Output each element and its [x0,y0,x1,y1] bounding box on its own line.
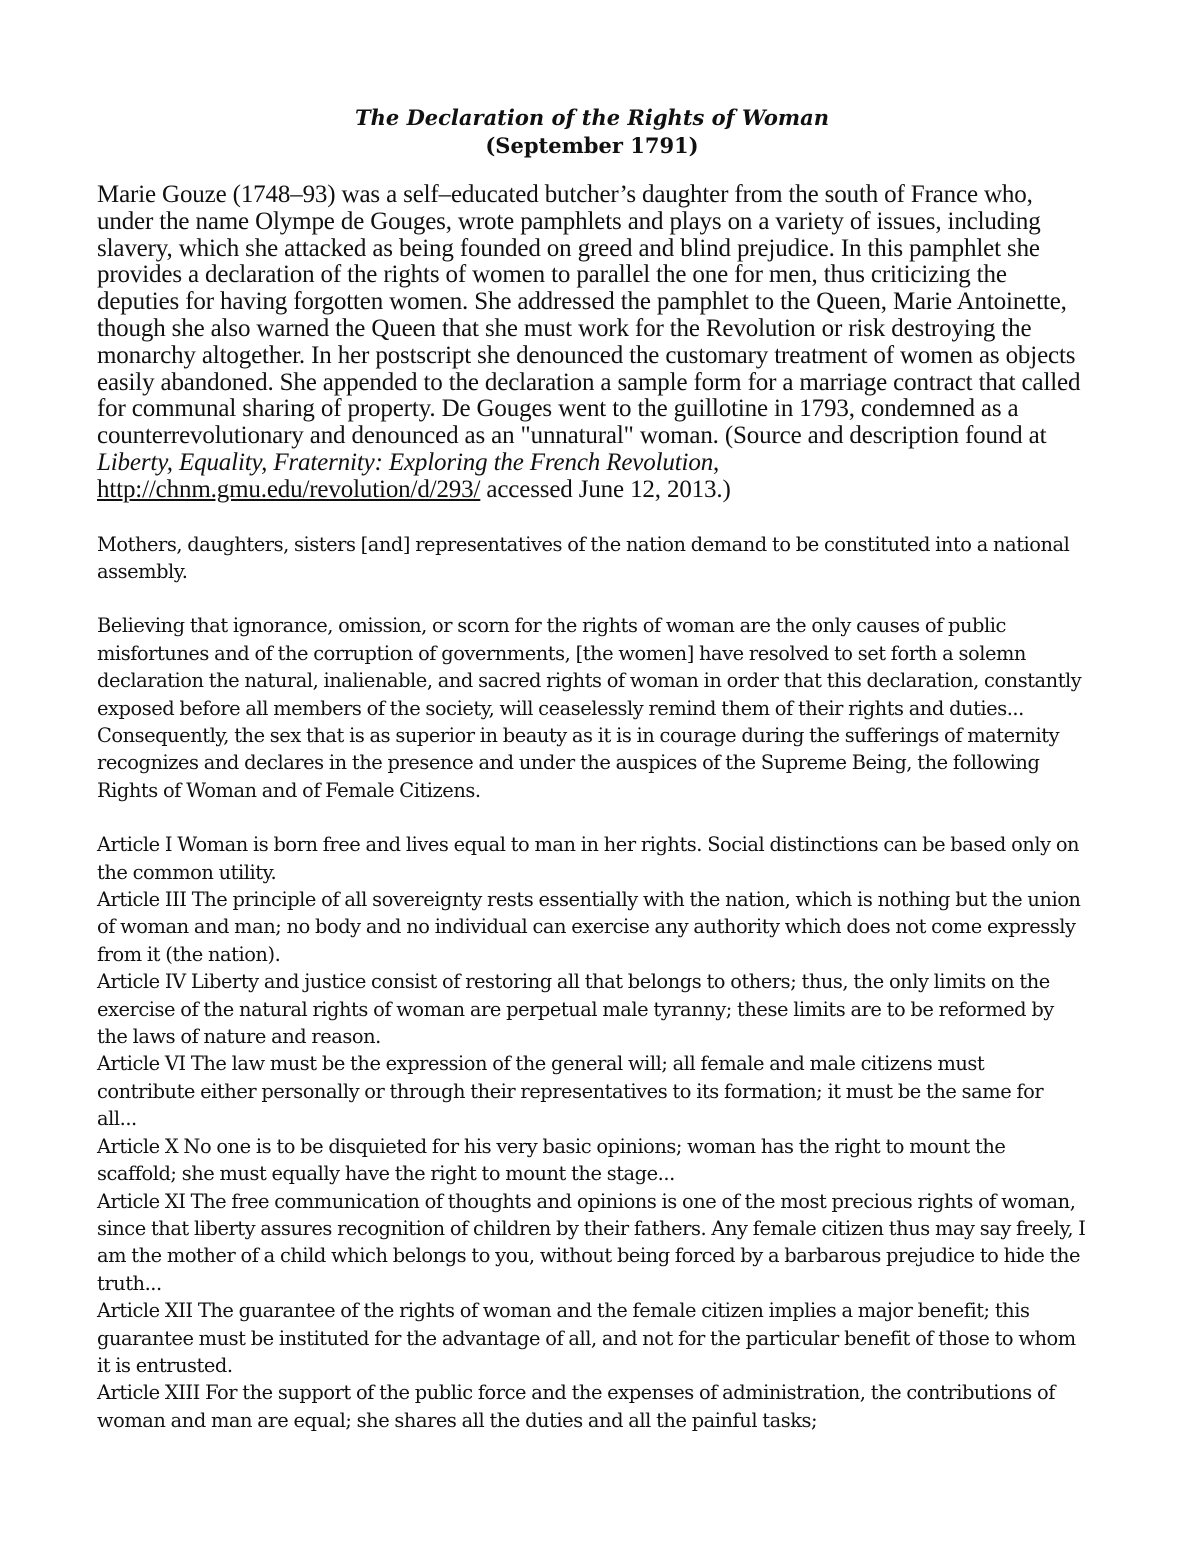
article-i: Article I Woman is born free and lives equal to man in her rights. Social distinctions can be based only on the common utility. [97,833,1080,884]
article-xiii: Article XIII For the support of the public force and the expenses of administration, the contributions of woman and man are equal; she shares all the duties and all the painful tasks; [97,1381,1055,1432]
intro-access-note: accessed June 12, 2013.) [480,475,731,503]
article-iv: Article IV Liberty and justice consist of restoring all that belongs to others; thus, the only limits on the exercise of the natural rights of woman are perpetual male tyranny; these limits are to be reformed by the laws of nature and reason. [97,970,1054,1049]
article-xi: Article XI The free communication of thoughts and opinions is one of the most precious rights of woman, since that liberty assures recognition of children by their fathers. Any female citizen thus may say freely, I am the mother of a child which belongs to you, without being forced by a barbarous prejudice to hide the truth... [97,1189,1086,1295]
source-link[interactable]: http://chnm.gmu.edu/revolution/d/293/ [97,475,481,503]
article-iii: Article III The principle of all sovereignty rests essentially with the nation, which is nothing but the union of woman and man; no body and no individual can exercise any authority which does not come expressly from it (the nation). [97,888,1081,966]
intro-comma: , [713,448,720,476]
demand-paragraph: Mothers, daughters, sisters [and] representatives of the nation demand to be constituted into a national assembly. [97,532,1070,583]
source-title: Liberty, Equality, Fraternity: Exploring the French Revolution [97,448,714,476]
intro-text: Marie Gouze (1748–93) was a self–educated butcher’s daughter from the south of France who, under the name Olympe de Gouges, wrote pamphlets and plays on a variety of issues, including slavery, which she attacked as being founded on greed and blind prejudice. In this pamphlet she provides a declaration of the rights of women to parallel the one for men, thus criticizing the deputies for having forgotten women. She addressed the pamphlet to the Queen, Marie Antoinette, though she also warned the Queen that she must work for the Revolution or risk destroying the monarchy altogether. In her postscript she denounced the customary treatment of women as objects easily abandoned. She appended to the declaration a sample form for a marriage contract that called for communal sharing of property. De Gouges went to the guillotine in 1793, condemned as a counterrevolutionary and denounced as an "unnatural" woman. (Source and description found at [97,181,1081,450]
document-title: The Declaration of the Rights of Woman [355,105,829,130]
title-block [97,104,1087,160]
preamble-paragraph: Believing that ignorance, omission, or scorn for the rights of woman are the only causes of public misfortunes and of the corruption of governments, [the women] have resolved to set forth a solemn declaration the natural, inalienable, and sacred rights of woman in order that this declaration, constantly exposed before all members of the society, will ceaselessly remind them of their rights and duties... Consequently, the sex that is as superior in beauty as it is in courage during the sufferings of maternity recognizes and declares in the presence and under the auspices of the Supreme Being, the following Rights of Woman and of Female Citizens. [97,614,1082,802]
intro-paragraph [97,182,1087,504]
article-vi: Article VI The law must be the expression of the general will; all female and male citizens must contribute either personally or through their representatives to its formation; it must be the same for all... [97,1052,1044,1131]
article-x: Article X No one is to be disquieted for his very basic opinions; woman has the right to mount the scaffold; she must equally have the right to mount the stage... [97,1134,1006,1186]
document-page [97,104,1087,1434]
article-xii: Article XII The guarantee of the rights of woman and the female citizen implies a major benefit; this guarantee must be instituted for the advantage of all, and not for the particular benefit of those to whom it is entrusted. [97,1299,1076,1377]
articles-list [97,831,1087,1434]
document-date: (September 1791) [485,133,699,158]
